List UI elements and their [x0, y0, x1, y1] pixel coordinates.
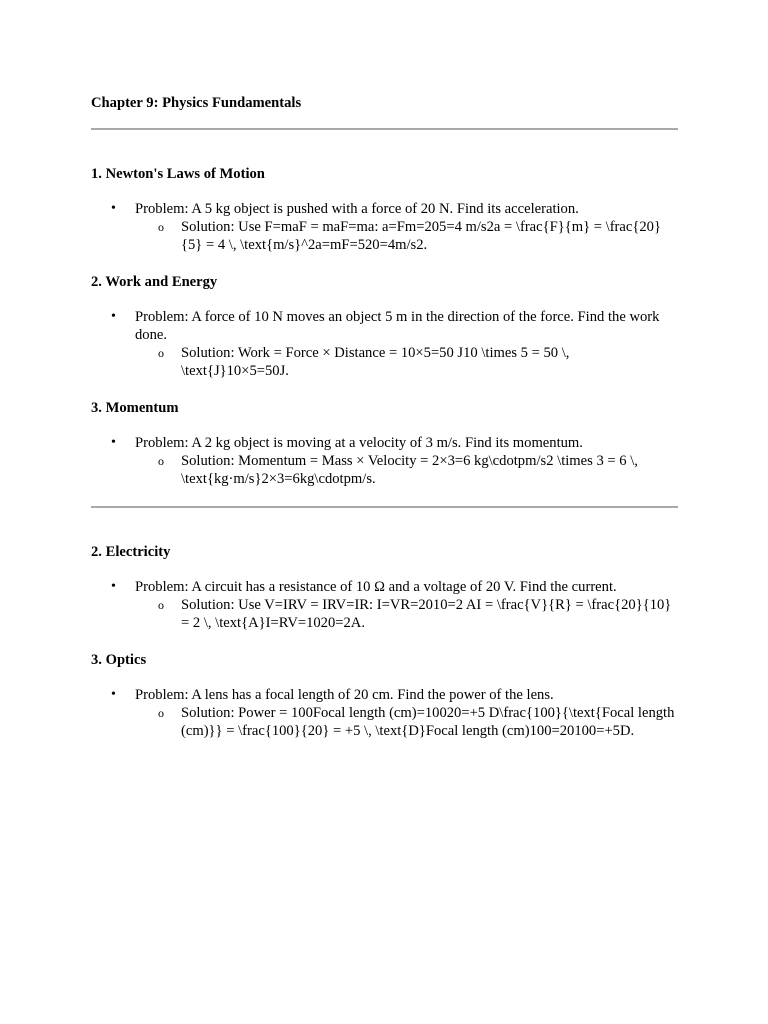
section-electricity: [91, 543, 678, 632]
bullet-icon: •: [111, 435, 116, 450]
problem-item: [91, 434, 678, 452]
sub-bullet-icon: o: [158, 598, 164, 612]
sub-bullet-icon: o: [158, 454, 164, 468]
sub-bullet-icon: o: [158, 346, 164, 360]
section-optics: [91, 651, 678, 740]
problem-item: [91, 200, 678, 218]
section-heading: 2. Electricity: [91, 544, 171, 560]
document-title: Chapter 9: Physics Fundamentals: [91, 95, 302, 111]
solution-item: [91, 344, 678, 380]
section-newtons-laws: [91, 165, 678, 254]
bullet-icon: •: [111, 201, 116, 216]
sub-bullet-icon: o: [158, 220, 164, 234]
solution-text: Solution: Power = 100Focal length (cm)=10020=+5 D\frac{100}{\text{Focal length (cm)}} = \frac{100}{20} = +5 \, \text{D}Focal length (cm)100=20100=+5D.: [181, 705, 675, 739]
section-heading: 3. Momentum: [91, 400, 179, 416]
problem-item: [91, 578, 678, 596]
solution-item: [91, 704, 678, 740]
solution-item: [91, 218, 678, 254]
problem-item: [91, 308, 678, 344]
solution-item: [91, 596, 678, 632]
problem-item: [91, 686, 678, 704]
section-heading: 2. Work and Energy: [91, 274, 218, 290]
section-momentum: [91, 399, 678, 488]
problem-text: Problem: A 5 kg object is pushed with a force of 20 N. Find its acceleration.: [135, 201, 579, 217]
section-heading: 1. Newton's Laws of Motion: [91, 166, 265, 182]
problem-text: Problem: A circuit has a resistance of 10 Ω and a voltage of 20 V. Find the current.: [135, 579, 617, 595]
horizontal-rule: [91, 506, 678, 508]
solution-text: Solution: Work = Force × Distance = 10×5=50 J10 \times 5 = 50 \, \text{J}10×5=50J.: [181, 345, 570, 379]
solution-text: Solution: Use F=maF = maF=ma: a=Fm=205=4 m/s2a = \frac{F}{m} = \frac{20}{5} = 4 \, \text{m/s}^2a=mF=520=4m/s2.: [181, 219, 661, 253]
problem-text: Problem: A force of 10 N moves an object 5 m in the direction of the force. Find the work done.: [135, 309, 660, 343]
horizontal-rule: [91, 128, 678, 130]
sub-bullet-icon: o: [158, 706, 164, 720]
bullet-icon: •: [111, 579, 116, 594]
section-heading: 3. Optics: [91, 652, 147, 668]
problem-text: Problem: A 2 kg object is moving at a velocity of 3 m/s. Find its momentum.: [135, 435, 583, 451]
solution-text: Solution: Momentum = Mass × Velocity = 2×3=6 kg\cdotpm/s2 \times 3 = 6 \, \text{kg·m/s}2×3=6kg\cdotpm/s.: [181, 453, 638, 487]
problem-text: Problem: A lens has a focal length of 20 cm. Find the power of the lens.: [135, 687, 554, 703]
solution-text: Solution: Use V=IRV = IRV=IR: I=VR=2010=2 AI = \frac{V}{R} = \frac{20}{10} = 2 \, \text{A}I=RV=1020=2A.: [181, 597, 672, 631]
solution-item: [91, 452, 678, 488]
bullet-icon: •: [111, 687, 116, 702]
section-work-energy: [91, 273, 678, 380]
bullet-icon: •: [111, 309, 116, 324]
